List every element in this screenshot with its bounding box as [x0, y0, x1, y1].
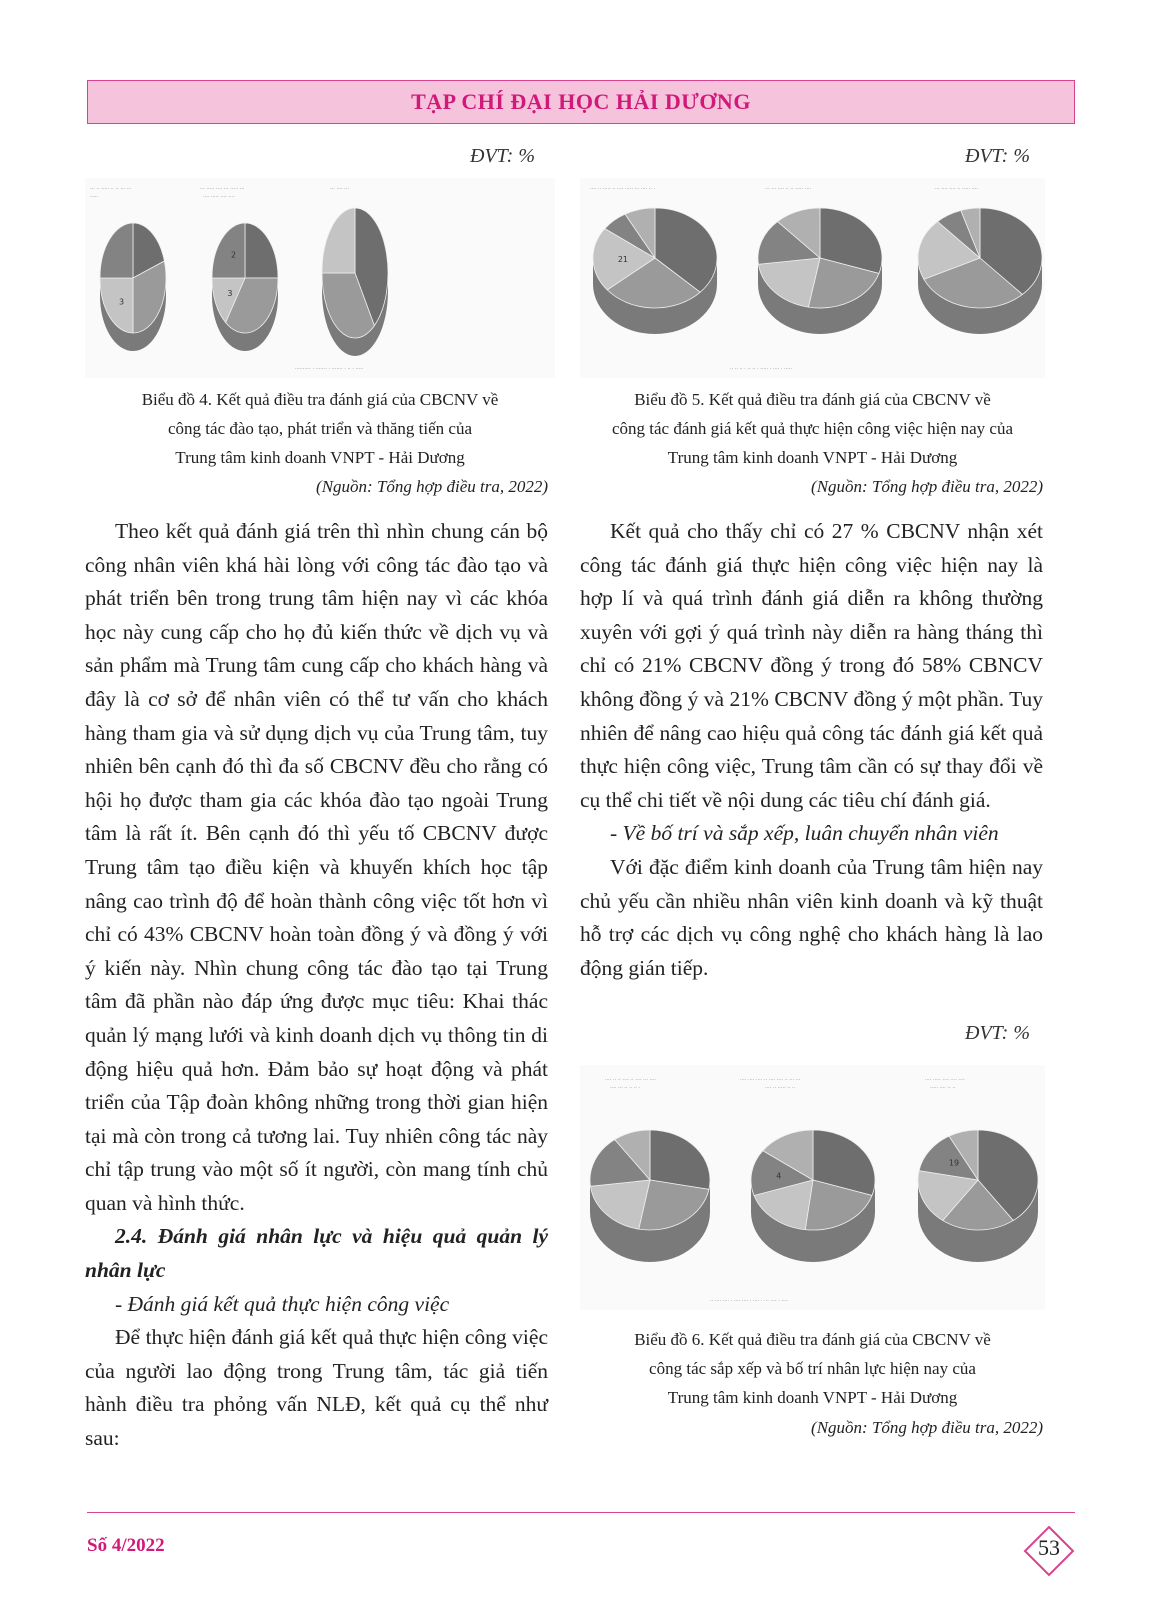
- left-column: [85, 515, 548, 1456]
- pie-slice-label: 21: [617, 254, 629, 264]
- journal-header: [87, 80, 1075, 124]
- figure-6-chart: [580, 1065, 1045, 1310]
- figure-4-caption: [85, 385, 555, 472]
- right-subheading: - Về bố trí và sắp xếp, luân chuyển nhân viên: [610, 821, 999, 846]
- figure-4-chart: [85, 178, 555, 378]
- caption-line: công tác đào tạo, phát triển và thăng tiến của: [168, 419, 472, 438]
- right-paragraph-1: Kết quả cho thấy chỉ có 27 % CBCNV nhận xét công tác đánh giá thực hiện công việc hiện nay là hợp lí và quá trình đánh giá diễn ra không thường xuyên với gợi ý quá trình này diễn ra hàng tháng thì chỉ có 21% CBCNV đồng ý trong đó 58% CBNCV không đồng ý và 21% CBCNV đồng ý một phần. Tuy nhiên để nâng cao hiệu quả công tác đánh giá kết quả thực hiện công việc, Trung tâm cần có sự thay đổi về cụ thể chi tiết về nội dung các tiêu chí đánh giá.: [580, 519, 1043, 812]
- figure-5-caption: [575, 385, 1050, 472]
- page-number: 53: [1038, 1535, 1060, 1560]
- svg-text:·· ·· ·· · ·· ·· · ····· · ···: ·· ·· ·· · ·· ·· · ····· · ···· · ·····: [730, 366, 792, 372]
- svg-text:··· ··· ···· ·· ·· ····· ····: ··· ··· ···· ·· ·· ····· ····: [765, 186, 812, 192]
- pie-slice-label: 3: [227, 288, 233, 298]
- left-paragraph-2: Để thực hiện đánh giá kết quả thực hiện công việc của người lao động trong Trung tâm, tác giả tiến hành điều tra phỏng vấn NLĐ, kết quả cụ thể như sau:: [85, 1325, 548, 1451]
- svg-text:···· ····· ···· ····: ···· ····· ···· ····: [203, 194, 235, 200]
- svg-text:····· ···· ·· ··: ····· ···· ·· ··: [930, 1085, 956, 1091]
- svg-text:···· ····· ···· ···· ····: ···· ····· ···· ···· ····: [925, 1077, 965, 1083]
- figure-6-svg: [580, 1065, 1045, 1310]
- pie-chart-6: [590, 1130, 710, 1262]
- caption-line: Biểu đồ 6. Kết quả điều tra đánh giá của CBCNV về: [634, 1330, 991, 1349]
- svg-text:·····: ·····: [90, 194, 98, 200]
- unit-label-fig5: ĐVT: %: [965, 145, 1030, 167]
- unit-label-fig4: ĐVT: %: [470, 145, 535, 167]
- svg-text:···· ·· ····· ·· ··: ···· ·· ····· ·· ··: [765, 1085, 796, 1091]
- caption-line: công tác sắp xếp và bố trí nhân lực hiện nay của: [649, 1359, 976, 1378]
- pie-chart-1: [212, 223, 278, 351]
- section-heading: 2.4. Đánh giá nhân lực và hiệu quả quản lý nhân lực: [85, 1224, 548, 1283]
- svg-text:···· ···· ···· ·· ···· ···· ··: ···· ···· ···· ·· ···· ···· ·· ··· ···: [740, 1077, 801, 1083]
- journal-title: TẠP CHÍ ĐẠI HỌC HẢI DƯƠNG: [411, 89, 751, 114]
- caption-line: công tác đánh giá kết quả thực hiện công việc hiện nay của: [611, 419, 1013, 438]
- right-paragraph-2: Với đặc điểm kinh doanh của Trung tâm hiện nay chủ yếu cần nhiều nhân viên kinh doanh và kỹ thuật hỗ trợ các dịch vụ công nghệ cho khách hàng là lao động gián tiếp.: [580, 854, 1043, 980]
- unit-label-fig6: ĐVT: %: [965, 1022, 1030, 1044]
- pie-chart-0: [100, 223, 166, 351]
- svg-text:··· ···· ···· ·· ····· ····: ··· ···· ···· ·· ····· ····: [935, 186, 978, 192]
- figure-4-source: (Nguồn: Tổng hợp điều tra, 2022): [316, 477, 548, 496]
- pie-chart-5: [918, 208, 1042, 334]
- svg-text:·· ···· ···· · ···· ···· · ···: ·· ···· ···· · ···· ···· · ···· · ··· ···· · ····: [710, 1298, 788, 1304]
- pie-chart-3: [593, 208, 717, 334]
- issue-number: Số 4/2022: [87, 1535, 165, 1556]
- svg-text:··· ····· ···· ··· ····· ···: ··· ····· ···· ··· ····· ···: [200, 186, 245, 192]
- caption-line: Trung tâm kinh doanh VNPT - Hải Dương: [667, 1388, 958, 1407]
- left-paragraph-1: Theo kết quả đánh giá trên thì nhìn chung cán bộ công nhân viên khá hài lòng với công tác đào tạo và phát triển bên trong trung tâm hiện nay vì các khóa học này cung cấp cho họ đủ kiến thức về dịch vụ và sản phẩm mà Trung tâm cung cấp cho khách hàng và đây là cơ sở để nhân viên có thể tư vấn cho khách hàng tham gia và sử dụng dịch vụ của Trung tâm, tuy nhiên bên cạnh đó thì đa số CBCNV đều cho rằng có hội họ được tham gia các khóa đào tạo ngoài Trung tâm là rất ít. Bên cạnh đó thì yếu tố CBCNV được Trung tâm tạo điều kiện và khuyến khích học tập nâng cao trình độ để hoàn thành công việc tốt hơn vì chỉ có 43% CBCNV hoàn toàn đồng ý và đồng ý với ý kiến này. Nhìn chung công tác đào tạo tại Trung tâm đã phần nào đáp ứng được mục tiêu: Khai thác quản lý mạng lưới và kinh doanh dịch vụ thông tin di động hiệu quả hơn. Đảm bảo sự hoạt động và phát triển của Tập đoàn không những trong thời gian hiện tại mà còn trong cả tương lai. Tuy nhiên công tác này chỉ tập trung vào một số ít người, còn mang tính chủ quan và hình thức.: [85, 519, 548, 1215]
- svg-text:··· ·· ····· ·· ·· ··· ···: ··· ·· ····· ·· ·· ··· ···: [90, 186, 132, 192]
- pie-slice-label: 3: [118, 297, 125, 307]
- pie-chart-8: [918, 1130, 1038, 1262]
- svg-text:·········· · ······· · ·······: ·········· · ······· · ······· · ·· · ·····: [295, 366, 364, 372]
- pie-chart-2: [322, 208, 388, 356]
- left-subheading: - Đánh giá kết quả thực hiện công việc: [115, 1291, 450, 1316]
- pie-slice-label: 19: [948, 1158, 960, 1168]
- svg-text:··· ···· ···: ··· ···· ···: [330, 186, 350, 192]
- figure-5-svg: [580, 178, 1045, 378]
- pie-slice-label: 4: [776, 1171, 782, 1181]
- figure-6-source: (Nguồn: Tổng hợp điều tra, 2022): [811, 1418, 1043, 1437]
- pie-chart-7: [751, 1130, 875, 1262]
- figure-5-chart: [580, 178, 1045, 378]
- figure-4-svg: [85, 178, 555, 378]
- figure-6-caption: [580, 1325, 1045, 1412]
- svg-text:···· ·· ·· ···· ·· ···· ··· ··: ···· ·· ·· ···· ·· ···· ··· ····: [605, 1077, 656, 1083]
- caption-line: Biểu đồ 4. Kết quả điều tra đánh giá của CBCNV về: [141, 390, 499, 409]
- svg-text:···· ·· ····· ·· ···· ····· ··: ···· ·· ····· ·· ···· ····· ··· ···· ·· ·: [590, 186, 656, 192]
- figure-5-source: (Nguồn: Tổng hợp điều tra, 2022): [811, 477, 1043, 496]
- svg-text:···· ··· ·· ·· ·· ·: ···· ··· ·· ·· ·· ·: [610, 1085, 641, 1091]
- caption-line: Biểu đồ 5. Kết quả điều tra đánh giá của CBCNV về: [634, 390, 991, 409]
- footer-rule: [87, 1512, 1075, 1513]
- right-column: [580, 515, 1043, 985]
- caption-line: Trung tâm kinh doanh VNPT - Hải Dương: [667, 448, 958, 467]
- pie-slice-label: 2: [230, 250, 237, 260]
- caption-line: Trung tâm kinh doanh VNPT - Hải Dương: [175, 448, 465, 467]
- pie-chart-4: [758, 208, 882, 334]
